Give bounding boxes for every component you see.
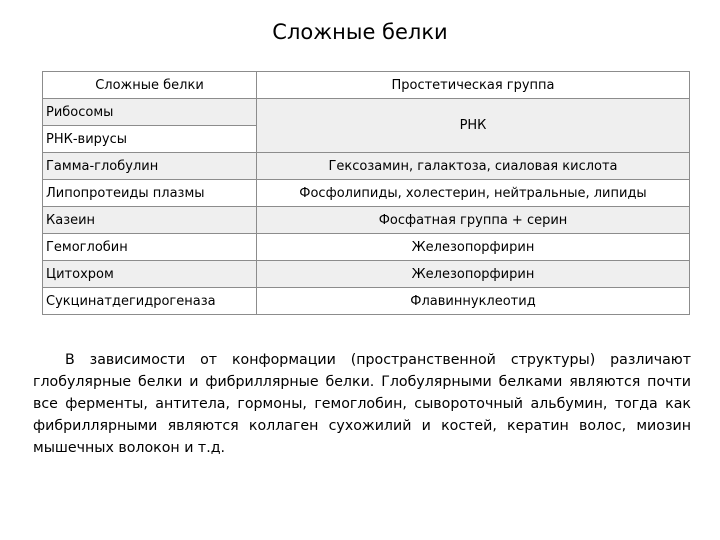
protein-cell: Цитохром [43,261,257,288]
table-row [43,261,690,288]
table-header-row [43,72,690,99]
protein-cell: Рибосомы [43,99,257,126]
prosthetic-group-cell: Флавиннуклеотид [257,288,690,315]
table-row [43,180,690,207]
conformation-paragraph: В зависимости от конформации (пространственной структуры) различают глобулярные белки и фибриллярные белки. Глобулярными белками являются почти все ферменты, антитела, гормоны, гемоглобин, сывороточный альбумин, тогда как фибриллярными являются коллаген сухожилий и костей, кератин волос, миозин мышечных волокон и т.д. [33,352,691,456]
prosthetic-group-cell: Гексозамин, галактоза, сиаловая кислота [257,153,690,180]
table-row [43,207,690,234]
page-title: Сложные белки [272,20,448,44]
prosthetic-group-cell: Фосфолипиды, холестерин, нейтральные, липиды [257,180,690,207]
prosthetic-group-cell: Железопорфирин [257,234,690,261]
protein-cell: Казеин [43,207,257,234]
protein-cell: РНК-вирусы [43,126,257,153]
table-row [43,153,690,180]
table-row [43,234,690,261]
complex-proteins-table [42,71,690,315]
protein-cell: Липопротеиды плазмы [43,180,257,207]
header-prosthetic-group: Простетическая группа [257,72,690,99]
protein-cell: Гемоглобин [43,234,257,261]
protein-cell: Гамма-глобулин [43,153,257,180]
prosthetic-group-cell: РНК [257,99,690,153]
prosthetic-group-cell: Железопорфирин [257,261,690,288]
table-row [43,99,690,126]
protein-cell: Сукцинатдегидрогеназа [43,288,257,315]
prosthetic-group-cell: Фосфатная группа + серин [257,207,690,234]
table-row [43,288,690,315]
header-protein: Сложные белки [43,72,257,99]
